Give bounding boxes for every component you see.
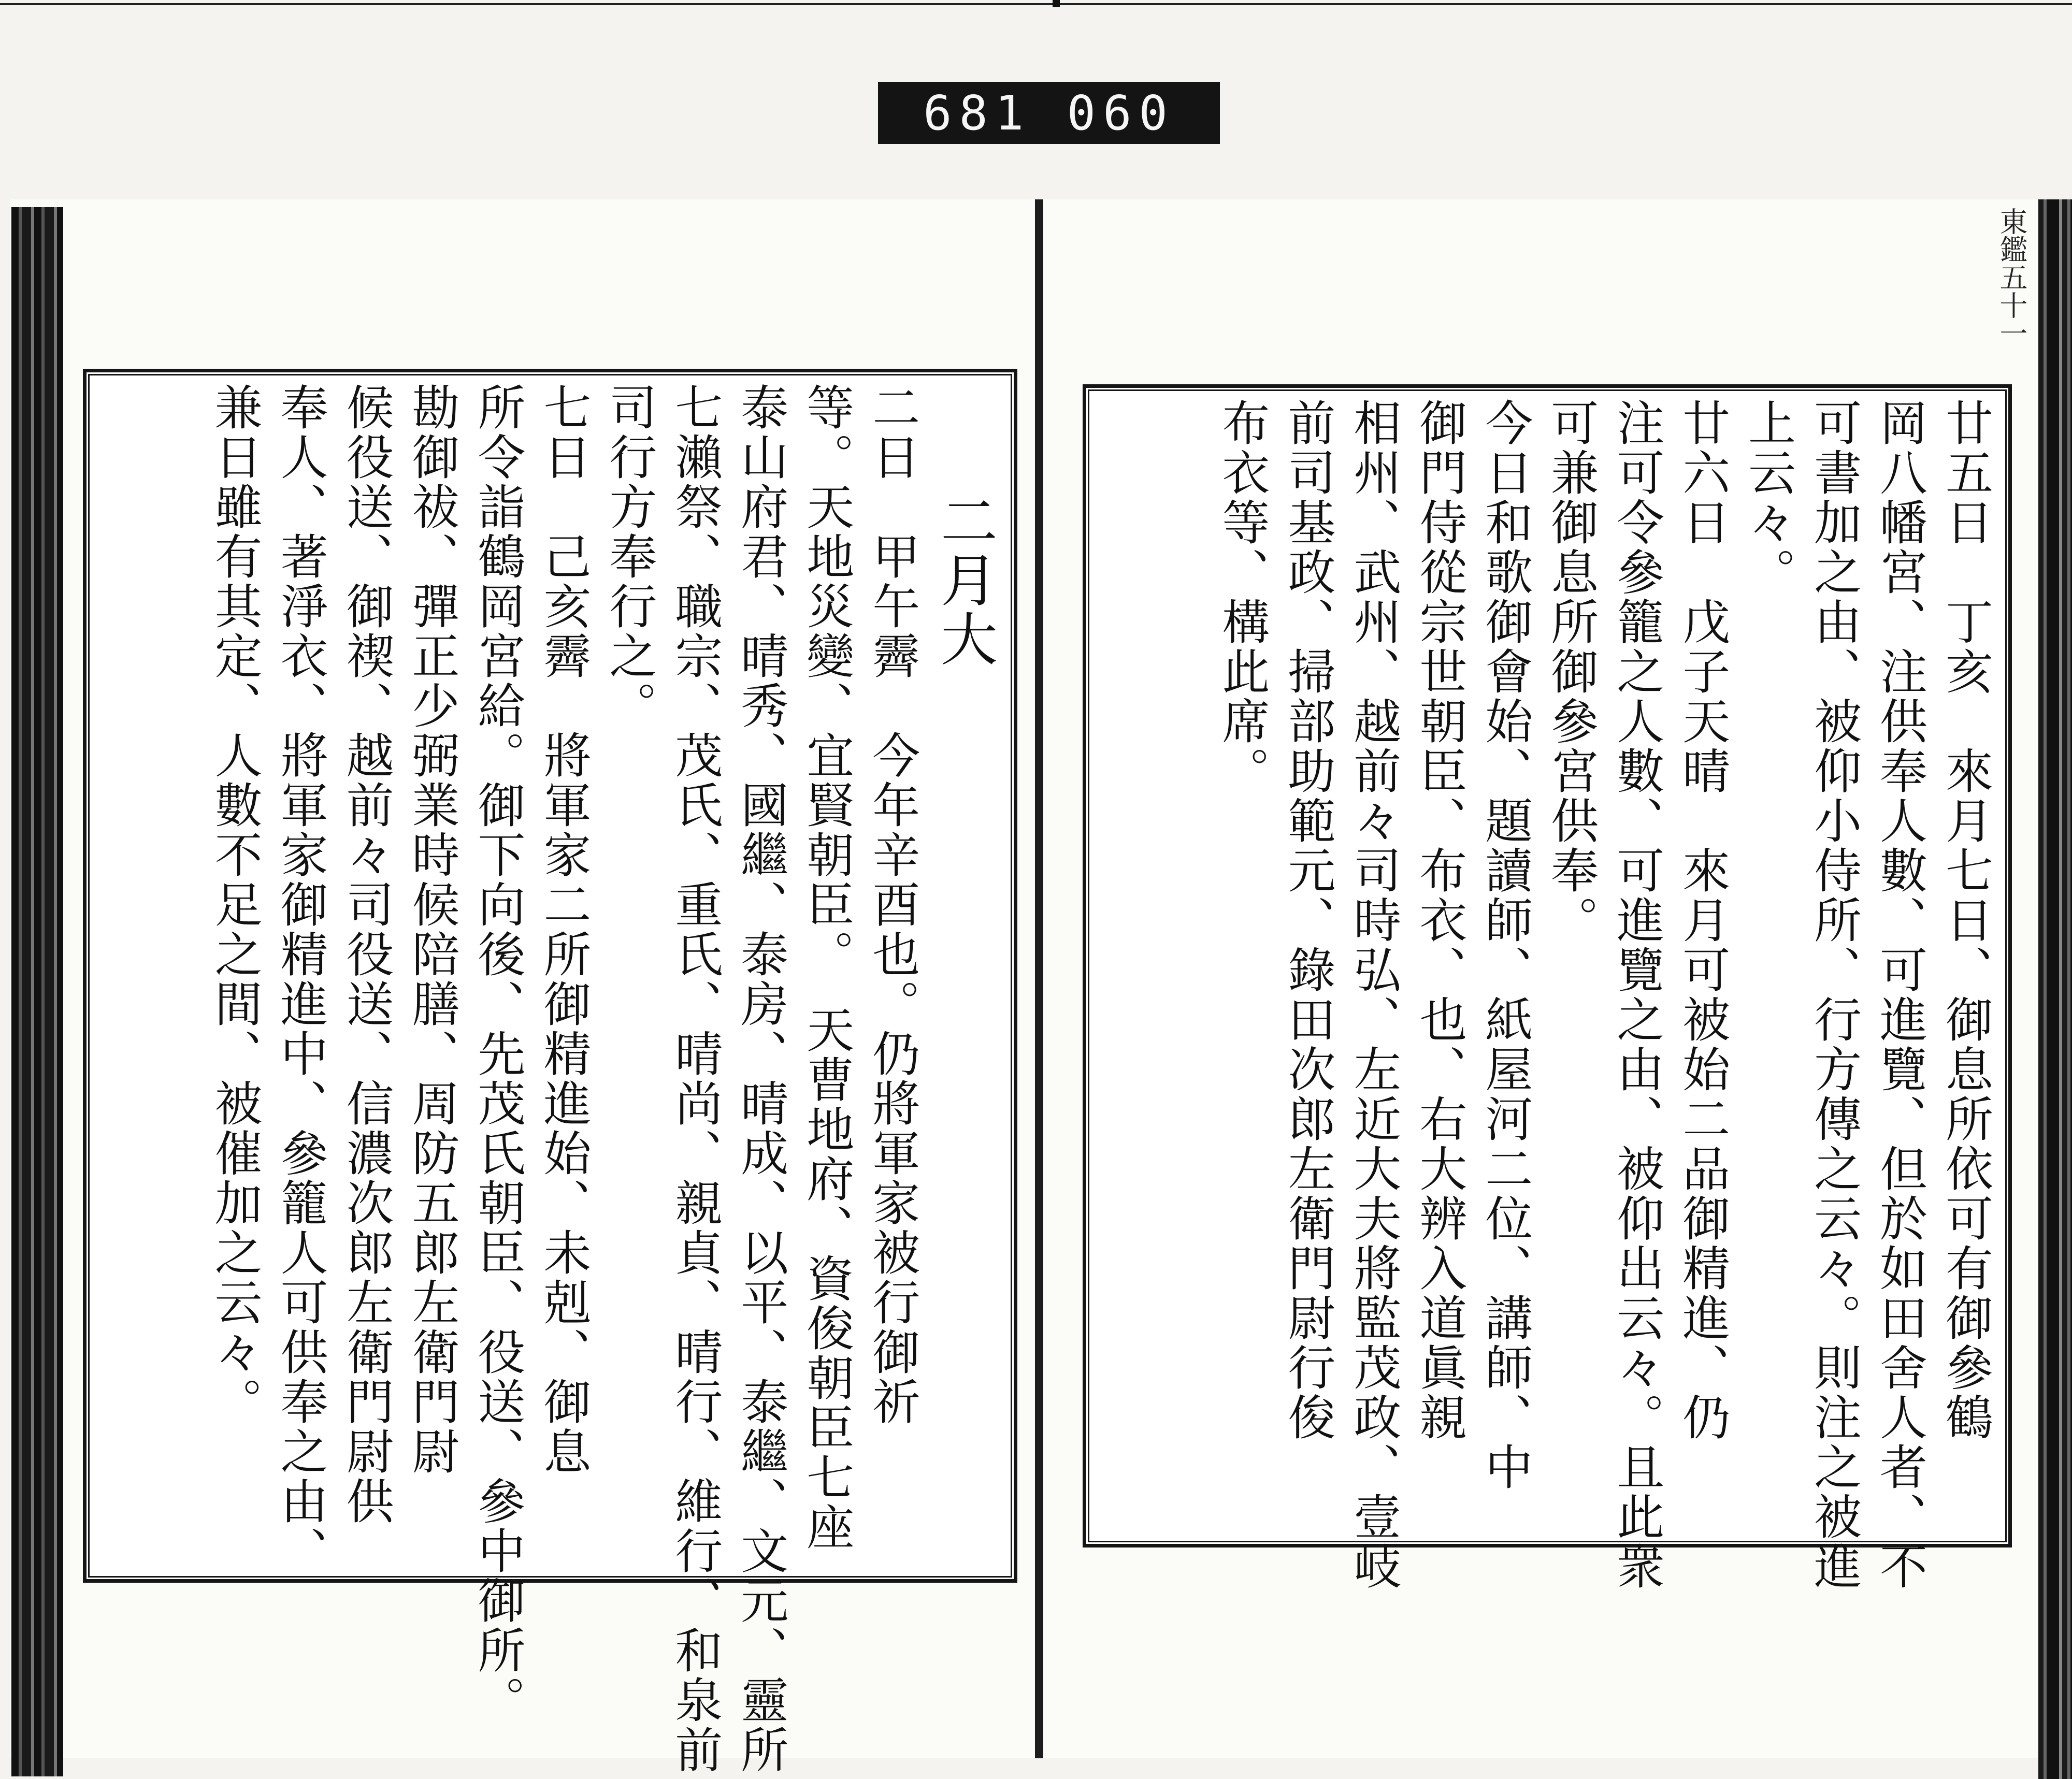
- text-column: 七瀨祭、職宗、茂氏、重氏、晴尚、親貞、晴行、維行、和泉前: [667, 383, 723, 1775]
- text-column: 廿五日 丁亥 來月七日、御息所依可有御參鶴: [1938, 398, 1993, 1442]
- text-column: 前司基政、掃部助範元、錄田次郎左衛門尉行俊: [1280, 398, 1336, 1442]
- text-column: 可兼御息所御參宮供奉。: [1543, 398, 1599, 945]
- right-page: [1083, 384, 2012, 1592]
- text-column: 奉人、著淨衣、將軍家御精進中、參籠人可供奉之由、: [272, 383, 328, 1576]
- text-column: 今日和歌御會始、題讀師、紙屋河二位、講師、中: [1477, 398, 1533, 1492]
- top-center-mark: [1053, 0, 1060, 7]
- text-column: 布衣等、構此席。: [1214, 398, 1270, 796]
- text-column: 相州、武州、越前々司時弘、左近大夫將監茂政、壹岐: [1346, 398, 1402, 1592]
- text-column: 泰山府君、晴秀、國繼、泰房、晴成、以平、泰繼、文元、靈所: [733, 383, 789, 1775]
- text-column: 所令詣鶴岡宮給。御下向後、先茂氏朝臣、役送、參中御所。: [470, 383, 526, 1725]
- left-page-text: [97, 383, 1003, 1775]
- text-column: 司行方奉行之。: [601, 383, 657, 731]
- right-book-edge: [2038, 199, 2072, 1779]
- left-page: [83, 369, 1017, 1775]
- text-column: 注可令參籠之人數、可進覽之由、被仰出云々。且此衆: [1609, 398, 1665, 1592]
- text-column: 候役送、御禊、越前々司役送、信濃次郎左衛門尉供: [338, 383, 394, 1526]
- text-column: 勘御祓、彈正少弼業時候陪膳、周防五郎左衛門尉: [404, 383, 460, 1477]
- book-spine: [1035, 199, 1043, 1758]
- text-column: 可書加之由、被仰小侍所、行方傳之云々。則注之被進: [1806, 398, 1862, 1592]
- left-book-edge: [11, 207, 63, 1776]
- text-column: 七日 己亥霽 將軍家二所御精進始、未剋、御息: [536, 383, 592, 1477]
- month-heading: 二月大: [931, 491, 998, 669]
- text-column: 御門侍從宗世朝臣、布衣、也、右大辨入道眞親: [1412, 398, 1467, 1442]
- text-column: 廿六日 戊子天晴 來月可被始二品御精進、仍: [1675, 398, 1731, 1442]
- text-column: 等。天地災變、宜賢朝臣。 天曹地府、資俊朝臣七座: [799, 383, 855, 1552]
- text-column: 兼日雖有其定、人數不足之間、被催加之云々。: [207, 383, 263, 1427]
- right-page-text: [1097, 398, 1998, 1592]
- text-column: 岡八幡宮、注供奉人數、可進覽、但於如田舍人者、不: [1872, 398, 1928, 1592]
- running-head: 東鑑五十一: [1995, 207, 2028, 347]
- reel-frame-label: 681 060: [878, 82, 1220, 144]
- top-rule: [0, 3, 2072, 5]
- text-column: 上云々。: [1740, 398, 1796, 597]
- text-column: 二日 甲午霽 今年辛酉也。仍將軍家被行御祈: [865, 383, 920, 1427]
